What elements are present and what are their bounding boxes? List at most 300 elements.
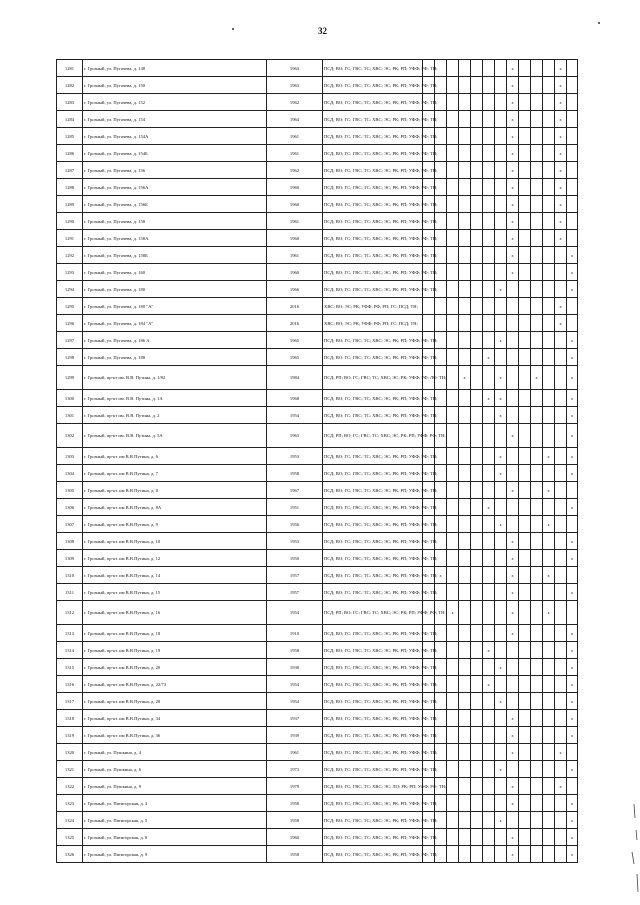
mark-cell [519,693,531,710]
mark-cell [531,281,543,298]
address-cell: г. Грозный, пр-кт им. В.В. Путина, д. 5А [83,424,267,448]
mark-cell: x [543,448,555,465]
mark-cell [543,332,555,349]
mark-cell [471,281,483,298]
year-cell: 1958 [267,846,323,863]
mark-cell [531,516,543,533]
mark-cell [567,567,578,584]
year-cell: 2016 [267,315,323,332]
row-number-cell: 1290 [57,213,83,230]
year-cell: 1958 [267,812,323,829]
mark-cell [483,761,495,778]
year-cell: 1960 [267,230,323,247]
mark-cell [543,196,555,213]
works-list-cell: ПСД; ВО; ГС; ГВС; ТС; ХВС; ЭС; РК; РП; УФФ; РФ; ТН; [323,465,423,482]
mark-cell [447,516,459,533]
address-cell: г. Грозный, пр-кт им. В.В. Путина, д. 1А [83,390,267,407]
mark-cell: x [507,94,519,111]
mark-cell [495,584,507,601]
mark-cell [495,77,507,94]
mark-cell [471,179,483,196]
mark-cell [459,465,471,482]
mark-cell [471,761,483,778]
address-cell: г. Грозный, пр-кт. им В.В.Путина, д. 8 [83,482,267,499]
year-cell: 1938 [267,659,323,676]
table-row [57,499,578,516]
mark-cell [459,264,471,281]
table-row [57,77,578,94]
year-cell: 1961 [267,213,323,230]
row-number-cell: 1298 [57,349,83,366]
mark-cell [531,482,543,499]
mark-cell [459,390,471,407]
works-list-cell: ПСД; ВО; ГС; ГВС; ТС; ХВС; ЭС; РК; РП; УФФ; РФ; ТН; [323,247,423,264]
mark-cell [459,795,471,812]
address-cell: г. Грозный, ул. Пугачева, д. 150 [83,77,267,94]
mark-cell [519,281,531,298]
year-cell: 1961 [267,145,323,162]
mark-cell [471,744,483,761]
table-row [57,315,578,332]
mark-cell: x [507,77,519,94]
mark-cell [483,315,495,332]
works-list-cell: ПСД; ВО; ГС; ГВС; ТС; ХВС; ЭС; РК; РП; УФФ; РФ; ТН; [323,693,423,710]
row-number-cell: 1315 [57,659,83,676]
mark-cell [459,761,471,778]
row-number-cell: 1302 [57,424,83,448]
mark-cell [483,162,495,179]
mark-cell [495,128,507,145]
mark-cell [483,584,495,601]
address-cell: г. Грозный, пр-кт. им В.В.Путина, д. 28 [83,693,267,710]
year-cell: 1960 [267,179,323,196]
address-cell: г. Грозный, пр-кт. им В.В.Путина, д. 12 [83,550,267,567]
mark-cell [555,424,567,448]
row-number-cell: 1297 [57,332,83,349]
mark-cell [531,77,543,94]
mark-cell: x [507,625,519,642]
mark-cell [447,213,459,230]
mark-cell [459,128,471,145]
mark-cell [447,179,459,196]
mark-cell [519,846,531,863]
mark-cell: x [567,642,578,659]
mark-cell [531,795,543,812]
address-cell: г. Грозный, ул. Пугачева, д. 154Б [83,145,267,162]
mark-cell [567,77,578,94]
mark-cell [519,659,531,676]
address-cell: г. Грозный, пр-кт им. В.В. Путина, д. 2 [83,407,267,424]
mark-cell: x [507,162,519,179]
works-list-cell: ПСД; ВО; ГС; ГВС; ТС; ХВС; ЭС; РК; РП; УФФ; РФ; ТН; [323,264,423,281]
works-list-cell: ПСД; ВО; ГС; ГВС; ТС; ХВС; ЭС; РК; РП; УФФ; РФ; ТН; [323,179,423,196]
mark-cell [459,77,471,94]
mark-cell [543,213,555,230]
mark-cell [459,693,471,710]
mark-cell [495,60,507,77]
row-number-cell: 1326 [57,846,83,863]
table-row [57,778,578,795]
mark-cell [555,829,567,846]
works-list-cell: ПСД; ВО; ГС; ГВС; ТС; ХВС; ЭС; РК; РП; УФФ; РФ; ТН; [323,213,423,230]
mark-cell: x [567,812,578,829]
mark-cell: x [507,482,519,499]
works-list-cell: ПСД; ВО; ГС; ГВС; ТС; ХВС; ЭС; РК; РП; УФФ; РФ; ТН; [323,710,423,727]
mark-cell: x [555,60,567,77]
mark-cell [495,482,507,499]
mark-cell [495,829,507,846]
mark-cell [531,230,543,247]
mark-cell [495,642,507,659]
works-list-cell: ПСД; ВО; ГС; ГВС; ТС; ХВС; ЭС; РК; РП; УФФ; РФ; ТН; [323,390,423,407]
works-list-cell: ПСД; ВО; ГС; ГВС; ТС; ХВС; ЭС; РК; РП; УФФ; РФ; ТН; [323,407,423,424]
mark-cell: x [495,812,507,829]
mark-cell [531,448,543,465]
mark-cell [483,145,495,162]
address-cell: г. Грозный, пр-кт им. В.В. Путина, д. 1/82 [83,366,267,390]
table-row [57,846,578,863]
address-cell: г. Грозный, ул. Пугачева, д. 158А [83,230,267,247]
mark-cell [483,829,495,846]
mark-cell [519,499,531,516]
mark-cell [447,315,459,332]
mark-cell: x [555,744,567,761]
mark-cell [471,516,483,533]
mark-cell: x [507,744,519,761]
mark-cell [531,407,543,424]
row-number-cell: 1311 [57,584,83,601]
year-cell: 1910 [267,625,323,642]
address-cell: г. Грозный, пр-кт. им В.В.Путина, д. 34 [83,710,267,727]
mark-cell [543,366,555,390]
mark-cell [447,264,459,281]
row-number-cell: 1323 [57,795,83,812]
table-row [57,465,578,482]
mark-cell [447,744,459,761]
address-cell: г. Грозный, ул. Пугачева, д. 154 [83,111,267,128]
mark-cell [495,795,507,812]
mark-cell [519,465,531,482]
mark-cell [447,829,459,846]
mark-cell [459,584,471,601]
mark-cell [543,812,555,829]
address-cell: г. Грозный, ул. Пугачева, д. 180 "А" [83,298,267,315]
works-list-cell: ПСД; ВО; ГС; ГВС; ТС; ХВС; ЭС; РК; РП; УФФ; РФ; ТН; [323,349,423,366]
row-number-cell: 1292 [57,247,83,264]
mark-cell [459,744,471,761]
mark-cell [459,642,471,659]
year-cell: 1967 [267,482,323,499]
mark-cell: x [507,829,519,846]
works-list-cell: ПСД; ВО; ГС; ГВС; ТС; ХВС; ЭС; РК; РП; УФФ; РФ; ТН; [323,533,423,550]
mark-cell [531,499,543,516]
mark-cell [519,390,531,407]
mark-cell [543,77,555,94]
mark-cell [483,213,495,230]
mark-cell [531,128,543,145]
mark-cell [531,264,543,281]
mark-cell [459,94,471,111]
mark-cell [543,298,555,315]
mark-cell [507,499,519,516]
mark-cell [447,499,459,516]
mark-cell: x [507,550,519,567]
mark-cell: x [567,424,578,448]
table-row [57,407,578,424]
mark-cell [447,676,459,693]
address-cell: г. Грозный, ул. Пушкина, д. 6 [83,761,267,778]
mark-cell [447,349,459,366]
mark-cell [495,298,507,315]
mark-cell [495,710,507,727]
row-number-cell: 1322 [57,778,83,795]
works-list-cell: ПСД; ВО; ГС; ГВС; ТС; ХВС; ЭС; РК; РП; УФФ; РФ; ТН; [323,482,423,499]
mark-cell [567,60,578,77]
mark-cell [555,499,567,516]
mark-cell [459,710,471,727]
mark-cell [447,196,459,213]
mark-cell [495,230,507,247]
mark-cell [567,601,578,625]
mark-cell: x [567,281,578,298]
mark-cell [459,533,471,550]
mark-cell [495,196,507,213]
mark-cell [483,332,495,349]
year-cell: 1979 [267,778,323,795]
address-cell: г. Грозный, ул. Пугачева, д. 188 [83,349,267,366]
address-cell: г. Грозный, ул. Пугачева, д. 158Б [83,247,267,264]
table-row [57,332,578,349]
mark-cell [459,230,471,247]
mark-cell: x [495,448,507,465]
year-cell: 1963 [267,60,323,77]
year-cell: 1953 [267,448,323,465]
mark-cell [495,162,507,179]
mark-cell [543,94,555,111]
row-number-cell: 1293 [57,264,83,281]
mark-cell [471,795,483,812]
mark-cell: x [567,499,578,516]
year-cell: 1960 [267,829,323,846]
mark-cell [483,77,495,94]
table-row [57,196,578,213]
mark-cell [435,315,447,332]
mark-cell [483,516,495,533]
mark-cell [531,761,543,778]
row-number-cell: 1288 [57,179,83,196]
mark-cell [567,196,578,213]
mark-cell [447,332,459,349]
mark-cell [567,94,578,111]
address-cell: г. Грозный, ул. Пятигорская, д. 3 [83,795,267,812]
mark-cell [519,761,531,778]
mark-cell: x [495,281,507,298]
mark-cell [447,162,459,179]
address-cell: г. Грозный, ул. Пугачева, д. 156А [83,179,267,196]
mark-cell: x [555,230,567,247]
mark-cell [519,247,531,264]
mark-cell [471,812,483,829]
mark-cell [495,247,507,264]
mark-cell [543,390,555,407]
mark-cell [555,482,567,499]
mark-cell [519,482,531,499]
mark-cell [555,642,567,659]
mark-cell [567,128,578,145]
table-row [57,659,578,676]
mark-cell: x [567,332,578,349]
address-cell: г. Грозный, ул. Пятигорская, д. 5 [83,812,267,829]
mark-cell [519,196,531,213]
mark-cell [507,761,519,778]
address-cell: г. Грозный, ул. Пушкина, д. 4 [83,744,267,761]
mark-cell [459,298,471,315]
mark-cell [531,145,543,162]
mark-cell: x [567,448,578,465]
mark-cell [531,162,543,179]
mark-cell: x [555,94,567,111]
row-number-cell: 1285 [57,128,83,145]
mark-cell [543,281,555,298]
mark-cell: x [555,213,567,230]
works-list-cell: ПСД; ВО; ГС; ГВС; ТС; ХВС; ЭС; РК; РП; УФФ; РФ; ТН; [323,659,423,676]
mark-cell [459,846,471,863]
mark-cell: x [555,77,567,94]
mark-cell: x [507,179,519,196]
table-row [57,727,578,744]
works-list-cell: ПСД; ВО; ГС; ГВС; ТС; ХВС; ЭС; РК; РП; УФФ; РФ; ТН; [323,77,423,94]
mark-cell [459,567,471,584]
page-number: 32 [318,26,327,36]
mark-cell [555,533,567,550]
mark-cell [483,448,495,465]
mark-cell [483,196,495,213]
mark-cell: x [543,567,555,584]
mark-cell [471,213,483,230]
mark-cell [567,111,578,128]
mark-cell [507,315,519,332]
mark-cell [543,659,555,676]
row-number-cell: 1312 [57,601,83,625]
mark-cell [543,424,555,448]
year-cell: 1984 [267,366,323,390]
mark-cell [555,281,567,298]
mark-cell: x [567,247,578,264]
year-cell: 1958 [267,465,323,482]
works-list-cell: ПСД; ВО; ГС; ГВС; ТС; ХВС; ЭС; РК; РП; УФФ; РФ; ТН; [323,829,423,846]
mark-cell [519,349,531,366]
year-cell: 1956 [267,516,323,533]
table-row [57,264,578,281]
mark-cell [471,550,483,567]
mark-cell: x [567,264,578,281]
mark-cell [459,213,471,230]
year-cell: 1954 [267,676,323,693]
year-cell: 1973 [267,761,323,778]
mark-cell [495,846,507,863]
mark-cell [495,179,507,196]
mark-cell [543,60,555,77]
mark-cell [459,676,471,693]
mark-cell [447,448,459,465]
mark-cell [507,298,519,315]
table-row [57,349,578,366]
mark-cell [483,111,495,128]
mark-cell [447,659,459,676]
mark-cell [531,567,543,584]
mark-cell [543,846,555,863]
mark-cell [555,247,567,264]
works-list-cell: ПСД; ВО; ГС; ГВС; ТС; ХВС; ЭС; РК; РП; УФФ; РФ; ТН; [323,642,423,659]
mark-cell [507,390,519,407]
mark-cell: x [567,710,578,727]
row-number-cell: 1287 [57,162,83,179]
mark-cell [531,584,543,601]
address-cell: г. Грозный, ул. Пугачева, д. 158 [83,213,267,230]
mark-cell [555,846,567,863]
mark-cell [483,482,495,499]
scan-speck [232,28,234,30]
mark-cell [459,145,471,162]
mark-cell: x [507,533,519,550]
mark-cell [471,778,483,795]
mark-cell [519,162,531,179]
works-list-cell: ПСД; ВО; ГС; ГВС; ТС; ХВС; ЭС; РК; РП; УФФ; РФ; ТН; [323,230,423,247]
mark-cell [495,315,507,332]
mark-cell: x [483,642,495,659]
mark-cell [447,846,459,863]
table-row [57,795,578,812]
row-number-cell: 1306 [57,499,83,516]
mark-cell [543,499,555,516]
mark-cell [471,846,483,863]
mark-cell [519,516,531,533]
mark-cell [459,829,471,846]
mark-cell [483,230,495,247]
works-list-cell: ПСД; ВО; ГС; ГВС; ТС; ХВС; ЭС; РК; РП; УФФ; РФ; ТН; [323,744,423,761]
mark-cell [555,407,567,424]
mark-cell [519,366,531,390]
mark-cell [471,710,483,727]
mark-cell [519,230,531,247]
mark-cell [459,60,471,77]
mark-cell [423,298,435,315]
mark-cell [459,812,471,829]
mark-cell [459,482,471,499]
works-list-cell: ПСД; ВО; ГС; ГВС; ТС; ХВС; ЭС; РК; РП; УФФ; РФ; ТН; [323,128,423,145]
table-row [57,424,578,448]
mark-cell [519,829,531,846]
mark-cell [531,710,543,727]
mark-cell [471,162,483,179]
address-cell: г. Грозный, пр-кт. им В.В.Путина, д. 36 [83,727,267,744]
address-cell: г. Грозный, ул. Пугачева, д. 186 А [83,332,267,349]
mark-cell [507,407,519,424]
mark-cell [447,550,459,567]
row-number-cell: 1308 [57,533,83,550]
mark-cell [495,744,507,761]
mark-cell [567,778,578,795]
mark-cell [459,111,471,128]
address-cell: г. Грозный, пр-кт. им В.В.Путина, д. 10 [83,533,267,550]
mark-cell [555,761,567,778]
year-cell: 1957 [267,567,323,584]
table-row [57,812,578,829]
year-cell: 1957 [267,584,323,601]
table-row [57,179,578,196]
row-number-cell: 1301 [57,407,83,424]
mark-cell: x [555,145,567,162]
